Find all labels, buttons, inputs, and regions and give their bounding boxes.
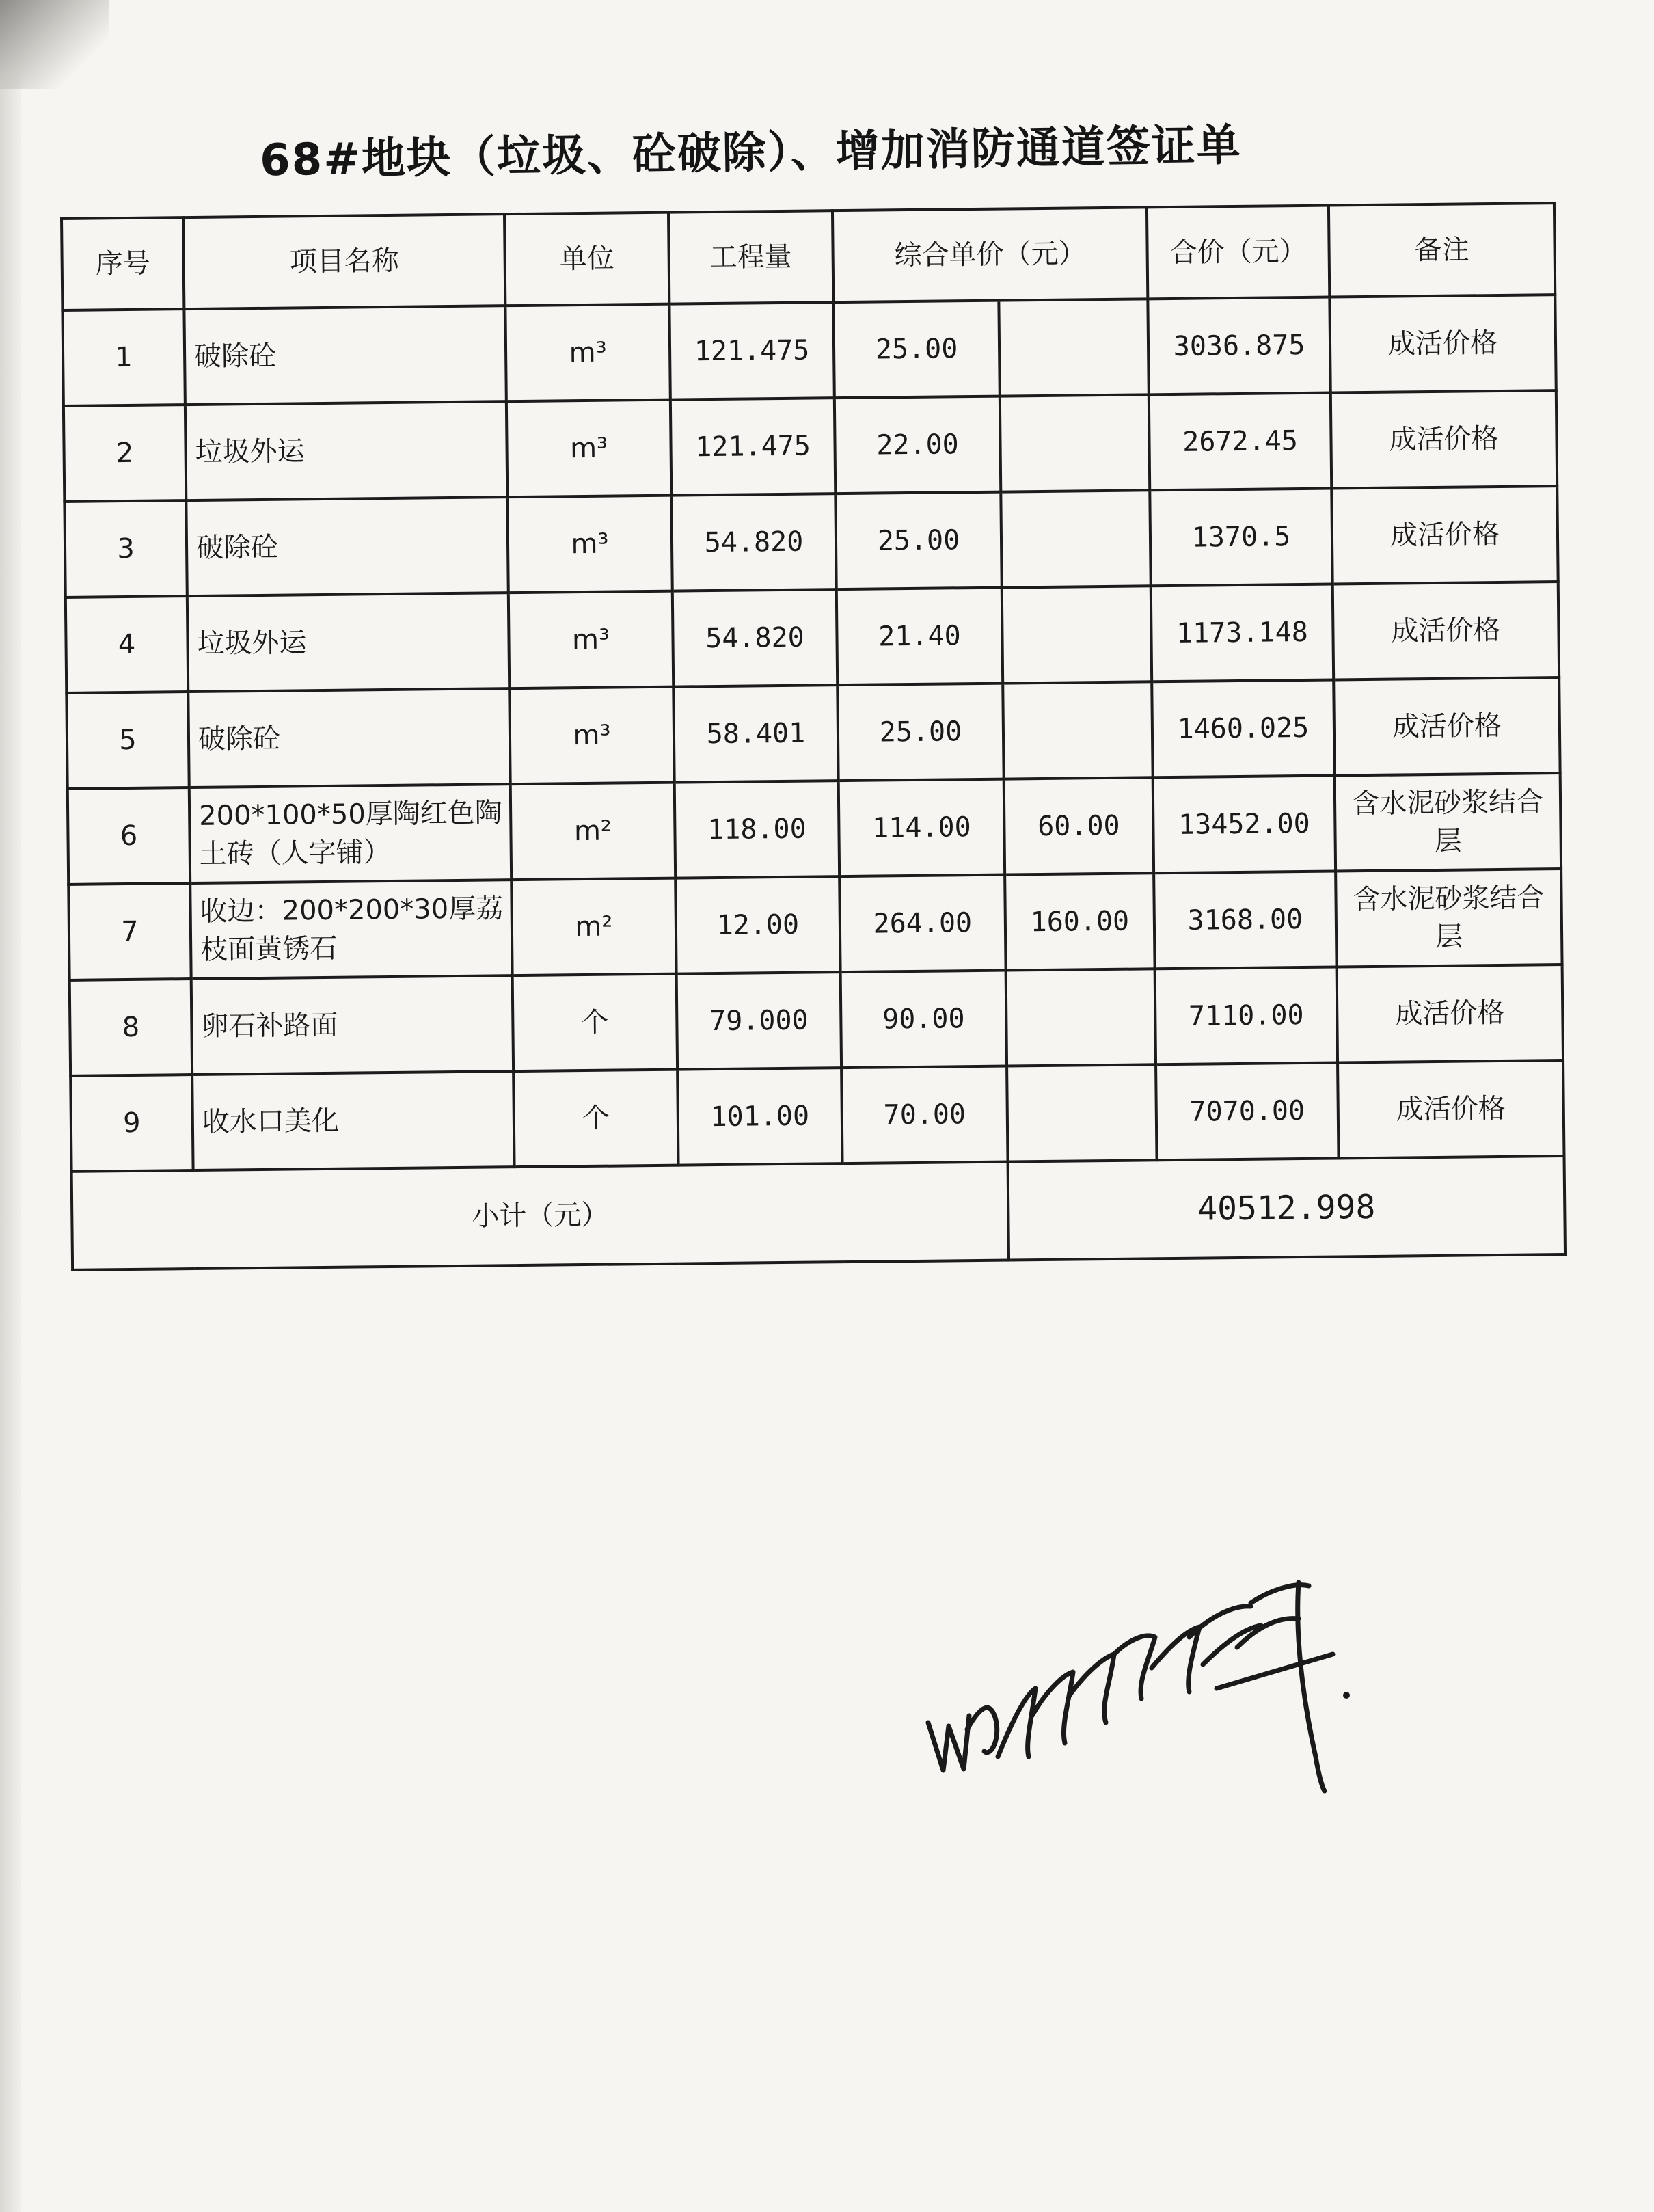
cell-price-a: 264.00 <box>839 875 1005 973</box>
cell-remark: 成活价格 <box>1331 486 1558 584</box>
cell-unit: m³ <box>509 687 674 785</box>
cell-index: 5 <box>66 692 189 789</box>
cell-index: 2 <box>64 405 186 502</box>
table-row <box>64 486 1558 597</box>
cell-price-a: 90.00 <box>841 971 1007 1068</box>
cell-name: 收水口美化 <box>192 1071 514 1170</box>
cell-name: 垃圾外运 <box>185 401 507 500</box>
cell-unit: 个 <box>513 1070 678 1168</box>
cell-total: 3036.875 <box>1148 297 1330 395</box>
cell-total: 3168.00 <box>1154 872 1336 969</box>
visa-table <box>60 202 1567 1271</box>
cell-remark: 成活价格 <box>1338 1060 1564 1158</box>
cell-unit: m² <box>511 878 676 976</box>
header-total: 合价（元） <box>1147 206 1329 299</box>
cell-price-b: 160.00 <box>1005 873 1154 970</box>
table-row <box>66 677 1560 789</box>
cell-total: 1460.025 <box>1152 680 1334 778</box>
cell-index: 1 <box>62 309 185 406</box>
page-corner-shadow <box>0 0 109 89</box>
cell-name: 破除砼 <box>184 306 506 405</box>
cell-index: 6 <box>68 787 190 885</box>
subtotal-value: 40512.998 <box>1008 1156 1565 1260</box>
header-unit: 单位 <box>504 213 669 306</box>
cell-total: 7110.00 <box>1155 967 1338 1065</box>
cell-remark: 含水泥砂浆结合层 <box>1336 869 1562 967</box>
cell-price-b <box>1001 490 1150 587</box>
cell-price-a: 25.00 <box>833 301 999 399</box>
table-header-row <box>62 203 1555 310</box>
cell-price-b <box>999 299 1148 396</box>
cell-price-a: 70.00 <box>841 1066 1007 1164</box>
header-name: 项目名称 <box>183 214 505 309</box>
cell-name: 200*100*50厚陶红色陶土砖（人字铺） <box>189 784 511 883</box>
cell-quantity: 54.820 <box>671 494 836 591</box>
table-row <box>70 965 1563 1076</box>
cell-quantity: 121.475 <box>669 302 834 400</box>
cell-index: 3 <box>64 500 187 597</box>
cell-name: 收边：200*200*30厚荔枝面黄锈石 <box>190 880 512 979</box>
cell-unit: m³ <box>506 400 671 498</box>
cell-unit: m³ <box>505 304 670 402</box>
cell-name: 卵石补路面 <box>191 975 513 1075</box>
cell-index: 7 <box>68 883 191 980</box>
cell-price-b <box>1000 394 1150 491</box>
handwritten-signature <box>916 1552 1353 1811</box>
table-row <box>66 582 1559 693</box>
cell-price-b <box>1007 1064 1156 1161</box>
cell-quantity: 101.00 <box>677 1068 842 1165</box>
table-row <box>70 1060 1564 1172</box>
header-unit-price: 综合单价（元） <box>832 207 1148 302</box>
cell-remark: 成活价格 <box>1337 965 1563 1062</box>
cell-index: 4 <box>66 596 188 693</box>
cell-remark: 成活价格 <box>1331 390 1557 488</box>
cell-unit: m³ <box>509 591 673 689</box>
cell-unit: m³ <box>507 496 672 593</box>
cell-remark: 成活价格 <box>1329 295 1556 392</box>
visa-table-container <box>60 202 1564 1271</box>
cell-total: 1173.148 <box>1151 584 1333 682</box>
cell-remark: 含水泥砂浆结合层 <box>1335 773 1561 871</box>
cell-index: 8 <box>70 979 192 1076</box>
cell-unit: 个 <box>513 974 677 1072</box>
cell-price-a: 21.40 <box>837 588 1003 686</box>
cell-quantity: 118.00 <box>675 781 839 878</box>
table-row <box>68 869 1562 980</box>
cell-quantity: 12.00 <box>675 876 840 974</box>
cell-name: 破除砼 <box>188 688 510 787</box>
cell-price-a: 114.00 <box>839 779 1005 877</box>
cell-quantity: 58.401 <box>673 685 838 783</box>
cell-quantity: 79.000 <box>677 972 841 1070</box>
cell-quantity: 54.820 <box>673 589 837 687</box>
header-index: 序号 <box>62 217 184 310</box>
cell-price-b <box>1002 586 1152 683</box>
header-quantity: 工程量 <box>668 211 833 304</box>
cell-price-a: 25.00 <box>837 684 1003 781</box>
cell-quantity: 121.475 <box>670 398 835 496</box>
cell-price-b: 60.00 <box>1004 777 1154 874</box>
cell-price-a: 22.00 <box>835 396 1001 494</box>
cell-price-b <box>1003 682 1152 779</box>
cell-name: 垃圾外运 <box>187 593 509 692</box>
cell-total: 13452.00 <box>1153 776 1336 874</box>
cell-index: 9 <box>70 1075 193 1172</box>
cell-price-a: 25.00 <box>835 492 1001 590</box>
cell-name: 破除砼 <box>186 497 508 596</box>
cell-total: 1370.5 <box>1150 489 1332 586</box>
table-row <box>68 773 1561 885</box>
cell-price-b <box>1006 969 1156 1066</box>
signature-icon <box>916 1552 1353 1811</box>
cell-total: 7070.00 <box>1156 1062 1338 1160</box>
subtotal-label: 小计（元） <box>72 1162 1009 1270</box>
header-remark: 备注 <box>1329 203 1555 297</box>
subtotal-row <box>72 1156 1565 1270</box>
cell-unit: m² <box>511 783 675 880</box>
cell-total: 2672.45 <box>1149 393 1331 491</box>
cell-remark: 成活价格 <box>1333 677 1560 775</box>
document-title: 68#地块（垃圾、砼破除）、增加消防通道签证单 <box>259 120 1243 187</box>
cell-remark: 成活价格 <box>1333 582 1559 679</box>
table-row <box>64 390 1557 502</box>
page-edge-shadow <box>0 0 21 2212</box>
table-row <box>62 295 1556 406</box>
